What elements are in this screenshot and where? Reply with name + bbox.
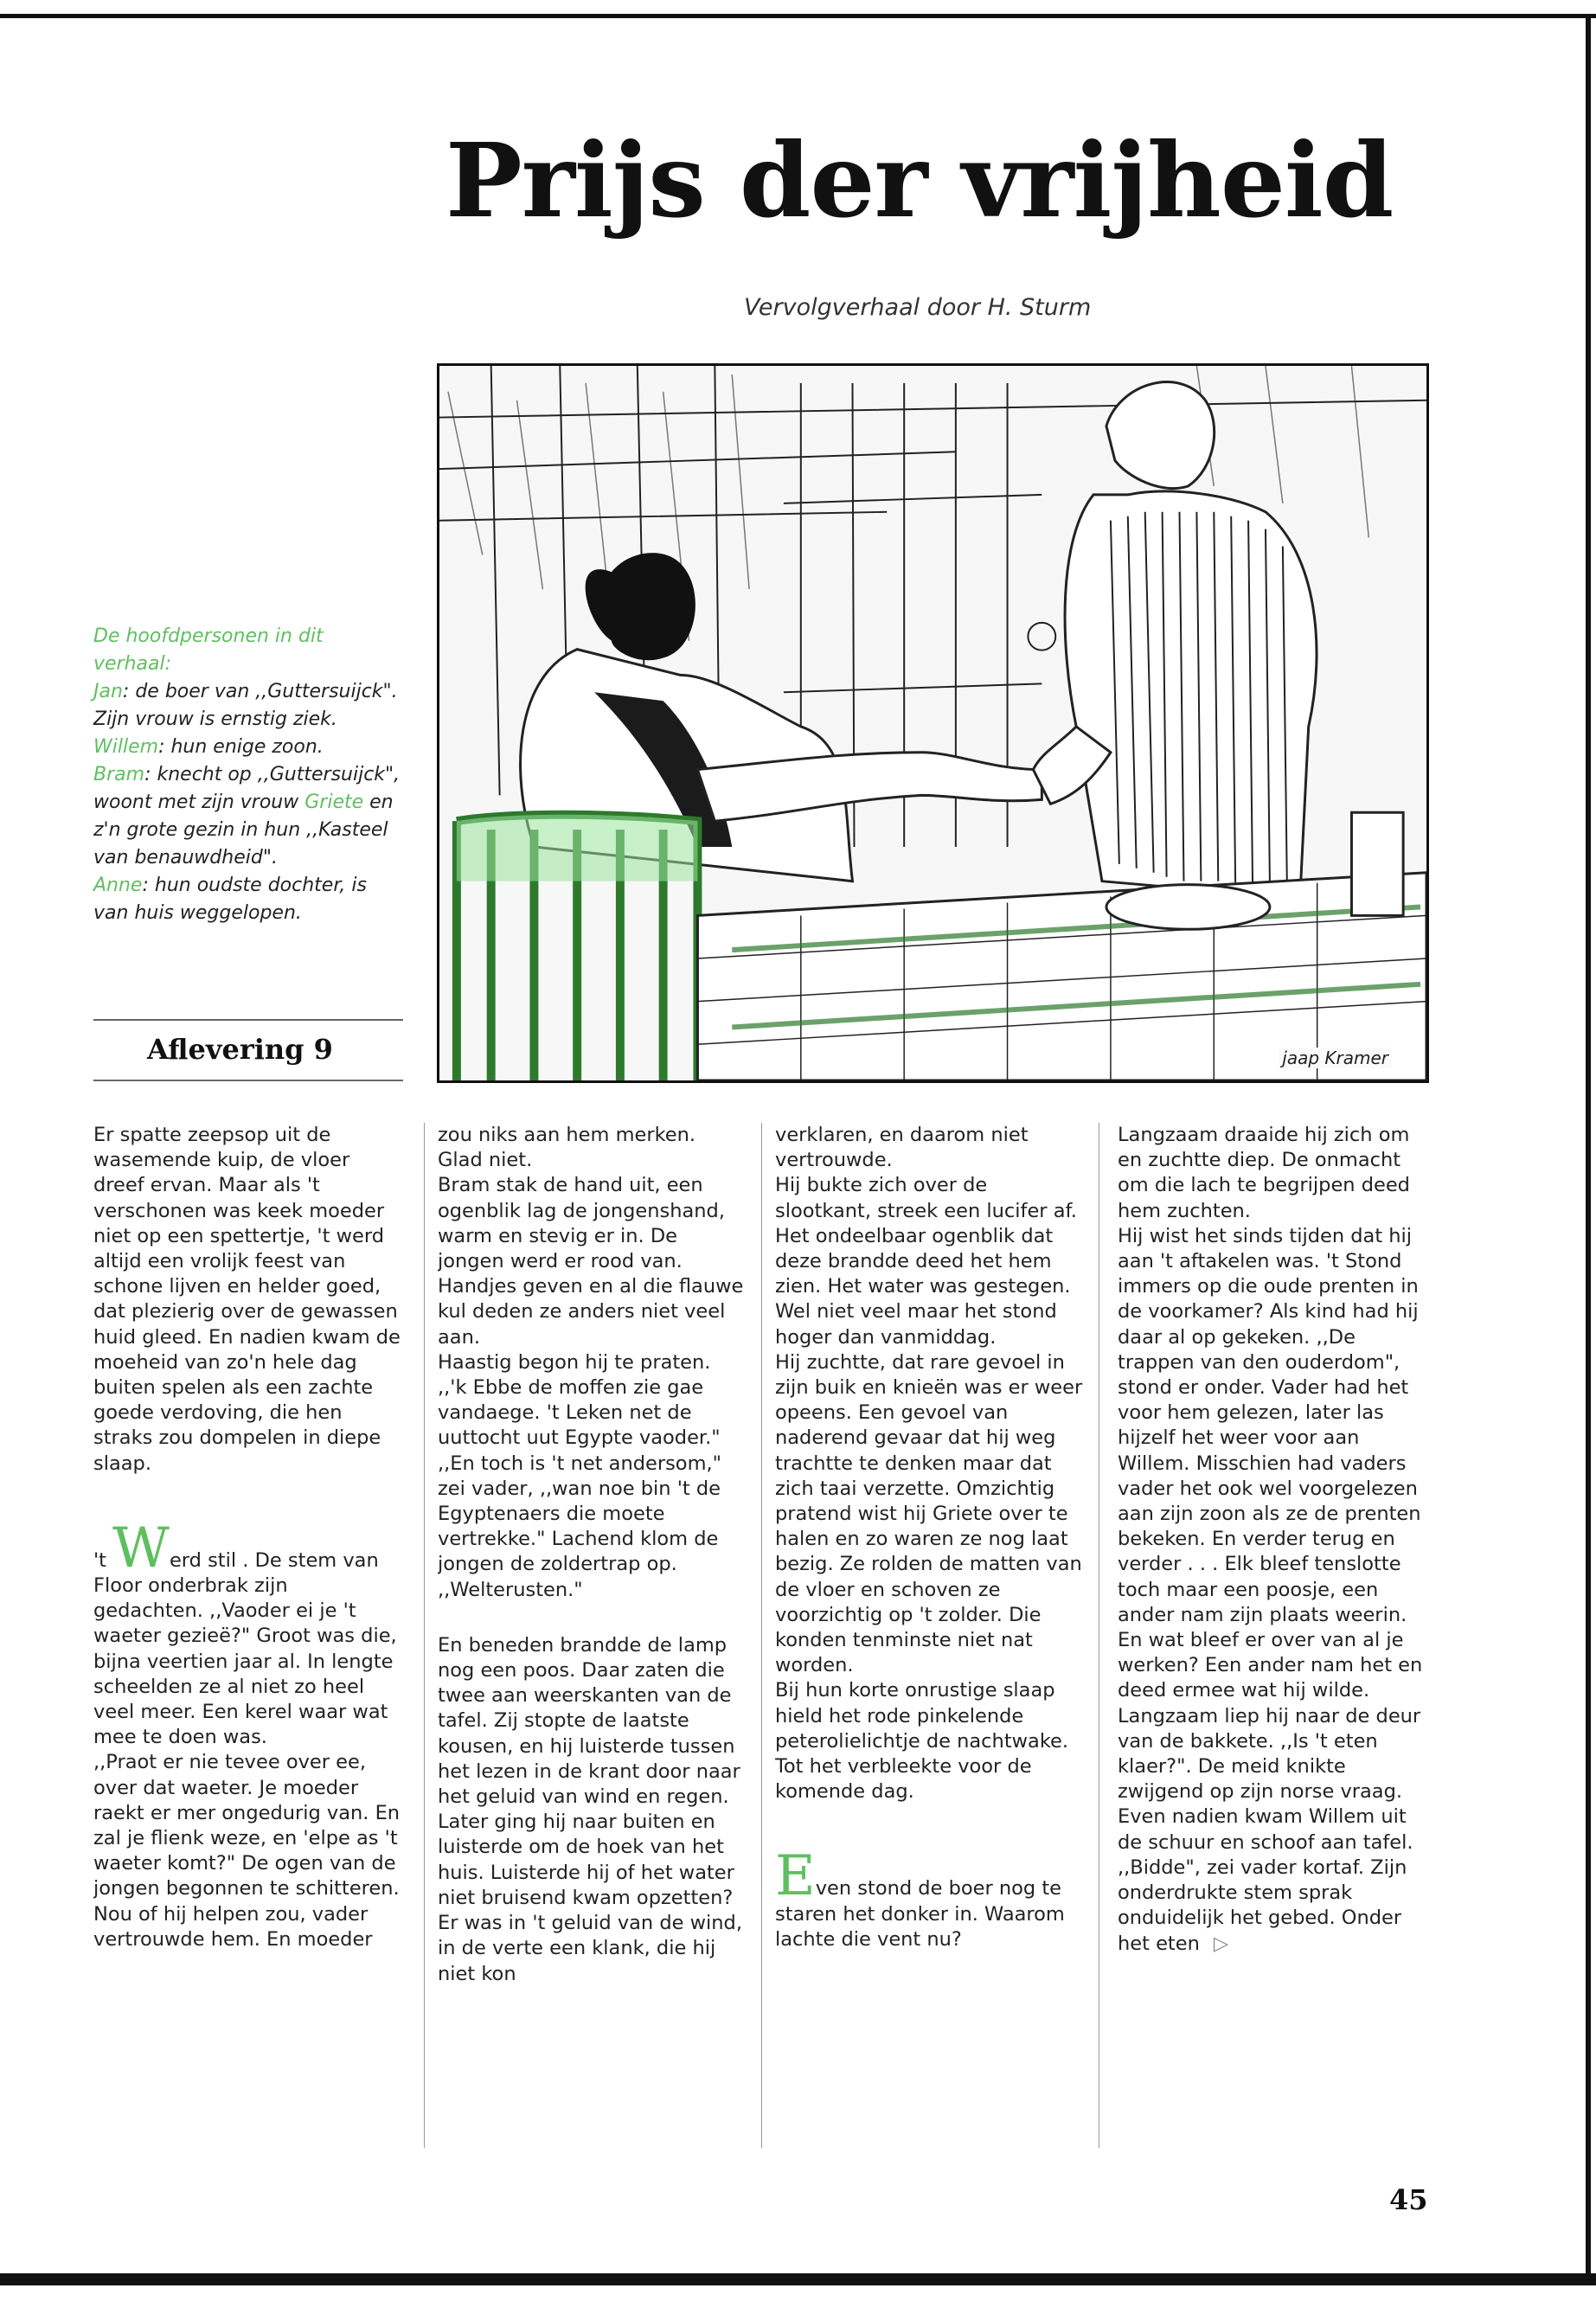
paragraph-text: Even nadien kwam Willem uit de schuur en schoof aan tafel. ,,Bidde", zei vader kortaf. Zijn onderdrukte stem sprak onduidelijk het gebed. Onder het eten (1118, 1805, 1413, 1955)
paragraph: Hij bukte zich over de slootkant, streek een lucifer af. Het ondeelbaar ogenblik dat deze brandde deed het hem zien. Het water was gestegen. Wel niet veel maar het stond hoger dan vanmiddag. (775, 1174, 1077, 1349)
illustration-signature: jaap Kramer (1279, 1048, 1392, 1068)
paragraph: Langzaam liep hij naar de deur van de bakkete. ,,Is 't eten klaer?". De meid knikte zwijgend op zijn norse vraag. (1118, 1704, 1421, 1804)
episode-rule-bottom (93, 1080, 403, 1081)
character-description: hun enige zoon. (170, 736, 324, 758)
character-description: hun oudste dochter, is van huis weggelopen. (93, 875, 367, 924)
paragraph: Hij zuchtte, dat rare gevoel in zijn buik en knieën was er weer opeens. Een gevoel van naderend gevaar dat hij weg trachtte te denken maar dat zich taai verzette. Omzichtig pratend wist hij Griete over te halen en zo waren ze nog laat bezig. Ze rolden de matten van de vloer en schoven ze voorzichtig op 't zolder. Die konden tenminste niet nat worden. (775, 1350, 1083, 1677)
paragraph (1118, 1804, 1426, 1956)
illustration-drawing (439, 366, 1426, 1080)
paragraph: Haastig begon hij te praten. ,,'k Ebbe de moffen zie gae vandaege. 't Leken net de uuttocht uut Egypte vaoder." ,,En toch is 't net andersom," zei vader, ,,wan noe bin 't de Egyptenaers die moete vertrekke." Lachend klom de jongen de zoldertrap op. ,,Welterusten." (438, 1350, 721, 1601)
character-description: de boer van ,,Guttersuijck". Zijn vrouw is ernstig ziek. (93, 681, 398, 730)
column-divider (761, 1123, 762, 2148)
text-column-1 (93, 1123, 401, 2148)
character-name: Anne (93, 875, 143, 896)
text-column-3 (775, 1123, 1083, 2148)
paragraph-text: ven stond de boer nog te staren het donker in. Waarom lachte die vent nu? (775, 1877, 1065, 1951)
character-entry-bram: Bram: knecht op ,,Guttersuijck", woont met zijn vrouw Griete en z'n grote gezin in hun ,,Kasteel van benauwdheid". (93, 764, 401, 868)
character-entry-willem: Willem: hun enige zoon. (93, 736, 324, 758)
paragraph-lead: 't (93, 1548, 107, 1572)
paragraph: ,,Praot er nie tevee over ee, over dat waeter. Je moeder raekt er mer ongedurig van. En zal je flienk weze, en 'elpe as 't waeter komt?" De ogen van de jongen begonnen te schitteren. Nou of hij helpen zou, vader vertrouwde hem. En moeder (93, 1751, 401, 1951)
drop-initial: W (112, 1516, 170, 1580)
character-list (93, 623, 403, 927)
paragraph: Hij wist het sinds tijden dat hij aan 't aftakelen was. 't Stond immers op die oude prenten in de voorkamer? Als kind had hij daar al op gekeken. ,,De trappen van den ouderdom", stond er onder. Vader had het voor hem gelezen, later las hijzelf het weer voor aan Willem. Misschien had vaders vader het ook wel voorgelezen aan zijn zoon als ze de prenten bekeken. En verder terug en verder . . . Elk bleef tenslotte toch maar een poosje, een ander nam zijn plaats weerin. En wat bleef er over van al je werken? Een ander nam het en deed ermee wat hij wilde. (1118, 1224, 1423, 1702)
column-divider (424, 1123, 425, 2148)
paragraph (93, 1516, 401, 1751)
character-list-heading: De hoofdpersonen in dit verhaal: (93, 625, 324, 675)
episode-label: Aflevering 9 (147, 1033, 333, 1066)
text-column-2 (438, 1123, 746, 2148)
character-name: Jan (93, 681, 123, 702)
paragraph: Bram stak de hand uit, een ogenblik lag de jongenshand, warm en stevig er in. De jongen werd er rood van. Handjes geven en al die flauwe kul deden ze anders niet veel aan. (438, 1174, 744, 1349)
episode-rule-top (93, 1019, 403, 1021)
character-name: Bram (93, 764, 145, 785)
paragraph: zou niks aan hem merken. Glad niet. (438, 1124, 696, 1172)
article-byline: Vervolgverhaal door H. Sturm (744, 294, 1092, 321)
page-frame-top (0, 14, 1596, 18)
character-name: Griete (304, 792, 364, 813)
character-entry-anne: Anne: hun oudste dochter, is van huis weggelopen. (93, 875, 367, 924)
character-entry-jan: Jan: de boer van ,,Guttersuijck". Zijn vrouw is ernstig ziek. (93, 681, 398, 730)
paragraph: Langzaam draaide hij zich om en zuchtte diep. De onmacht om die lach te begrijpen deed hem zuchten. (1118, 1124, 1410, 1222)
page-frame-bottom (0, 2273, 1596, 2285)
paragraph: Er spatte zeepsop uit de wasemende kuip, de vloer dreef ervan. Maar als 't verschonen was keek moeder niet op een spettertje, 't werd altijd een vrolijk feest van schone lijven en helder goed, dat plezierig over de gewassen huid gleed. En nadien kwam de moeheid van zo'n hele dag buiten spelen als een zachte goede verdoving, die hen straks zou dompelen in diepe slaap. (93, 1124, 401, 1475)
text-column-4 (1118, 1123, 1426, 2148)
article-title: Prijs der vrijheid (445, 120, 1394, 240)
page-frame-right (1586, 14, 1591, 2280)
paragraph: Bij hun korte onrustige slaap hield het rode pinkelende peterolielichtje de nachtwake. Tot het verbleekte voor de komende dag. (775, 1679, 1069, 1804)
continued-arrow-icon: ▷ (1213, 1932, 1229, 1955)
character-description: en z'n grote gezin in hun ,,Kasteel van benauwdheid". (93, 792, 394, 868)
story-illustration (437, 363, 1429, 1083)
paragraph-text: erd stil . De stem van Floor onderbrak zijn gedachten. ,,Vaoder ei je 't waeter gezieë?" Groot was die, bijna veertien jaar al. In lengte scheelden ze al niet zo heel veel meer. Een kerel waar wat mee te doen was. (93, 1548, 397, 1749)
paragraph: verklaren, en daarom niet vertrouwde. (775, 1124, 1029, 1172)
character-name: Willem (93, 736, 159, 758)
character-description: knecht op ,,Guttersuijck", woont met zijn vrouw (93, 764, 401, 813)
paragraph: En beneden brandde de lamp nog een poos. Daar zaten die twee aan weerskanten van de tafel. Zij stopte de laatste kousen, en hij luisterde tussen het lezen in de krant door naar het geluid van wind en regen. Later ging hij naar buiten en luisterde om de hoek van het huis. Luisterde hij of het water niet bruisend kwam opzetten? Er was in 't geluid van de wind, in de verte een klank, die hij niet kon (438, 1633, 742, 1985)
paragraph (775, 1844, 1083, 1952)
drop-initial: E (775, 1844, 816, 1909)
page-number: 45 (1389, 2183, 1428, 2216)
